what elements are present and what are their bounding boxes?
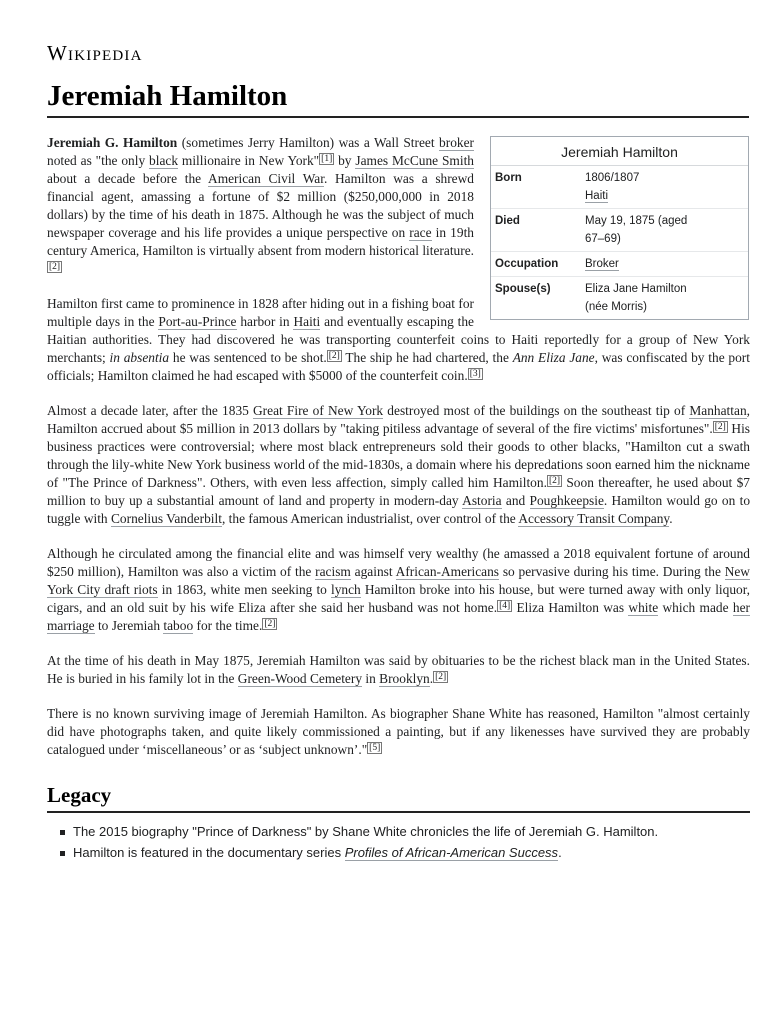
italic-text: Ann Eliza Jane bbox=[512, 350, 595, 365]
infobox-label: Died bbox=[491, 209, 581, 252]
text-run: . Hamilton would go on to tuggle with bbox=[47, 493, 751, 526]
infobox-row-born bbox=[491, 166, 748, 209]
reference-label[interactable]: [2] bbox=[49, 262, 61, 272]
link-manhattan[interactable]: Manhattan bbox=[689, 403, 747, 418]
italic-text: in absentia bbox=[109, 350, 170, 365]
reference-marker[interactable] bbox=[262, 618, 277, 630]
infobox-value bbox=[581, 209, 748, 252]
reference-marker[interactable] bbox=[319, 153, 334, 165]
text-run: At the time of his death in May 1875, Jeremiah Hamilton was said by obituaries to be the richest black man in the United States. He is buried in his family lot in the bbox=[47, 653, 750, 686]
paragraph-racism bbox=[47, 545, 750, 635]
reference-label[interactable]: [2] bbox=[714, 422, 726, 432]
infobox-value-line: Eliza Jane Hamilton bbox=[585, 283, 687, 295]
infobox-value-line: May 19, 1875 (aged bbox=[585, 215, 688, 227]
link-port-au-prince[interactable]: Port-au-Prince bbox=[158, 314, 237, 329]
text-run: Although he circulated among the financial elite and was himself very wealthy (he amassed a 2018 equivalent fortune of around $250 million), Hamilton was also a victim of the bbox=[47, 546, 750, 579]
text-run: The ship he had chartered, the bbox=[341, 350, 513, 365]
text-run: noted as "the only bbox=[47, 153, 150, 168]
infobox-label: Spouse(s) bbox=[491, 277, 581, 320]
link-lynch[interactable]: lynch bbox=[330, 582, 361, 597]
link-haiti-infobox[interactable]: Haiti bbox=[585, 190, 609, 202]
text-run: about a decade before the bbox=[47, 171, 209, 186]
text-run: millionaire in New York" bbox=[178, 153, 320, 168]
text-run: in 1863, white men seeking to bbox=[157, 582, 331, 597]
reference-label[interactable]: [1] bbox=[321, 154, 333, 164]
text-run: harbor in bbox=[236, 314, 294, 329]
text-run: Hamilton is featured in the documentary series bbox=[73, 845, 345, 860]
text-run: . bbox=[429, 671, 434, 686]
subject-name-bold: Jeremiah G. Hamilton bbox=[47, 135, 178, 150]
reference-marker[interactable] bbox=[367, 742, 382, 754]
link-green-wood-cemetery[interactable]: Green-Wood Cemetery bbox=[237, 671, 363, 686]
link-taboo[interactable]: taboo bbox=[163, 618, 194, 633]
link-racism[interactable]: racism bbox=[315, 564, 351, 579]
infobox-row-spouse bbox=[491, 277, 748, 320]
infobox-table bbox=[491, 166, 748, 319]
text-run: Almost a decade later, after the 1835 bbox=[47, 403, 254, 418]
text-run: , Hamilton accrued about $5 million in 2013 dollars by "taking pitiless advantage of several of the fire victims' misfortunes". bbox=[47, 403, 750, 436]
paragraph-fortune bbox=[47, 402, 750, 528]
link-african-americans[interactable]: African-Americans bbox=[395, 564, 500, 579]
infobox-label: Born bbox=[495, 172, 522, 184]
list-item: The 2015 biography "Prince of Darkness" by Shane White chronicles the life of Jeremiah G. Hamilton. bbox=[73, 823, 750, 840]
link-cornelius-vanderbilt[interactable]: Cornelius Vanderbilt bbox=[110, 511, 222, 526]
text-run: in 19th century America, Hamilton is virtually absent from modern historical literature. bbox=[47, 225, 474, 258]
infobox-value-line: 67–69) bbox=[585, 233, 621, 245]
text-run: and eventually escaping the Haitian authorities. They had discovered he was transporting counterfeit coins to Haiti reportedly for a group of New York merchants; bbox=[47, 314, 750, 365]
link-poughkeepsie[interactable]: Poughkeepsie bbox=[529, 493, 604, 508]
text-run: . Hamilton was a shrewd financial agent, amassing a fortune of $2 million ($250,000,000 in 2018 dollars) by the time of his death in 1875. Although he was the subject of much newspaper coverage and his life provides a unique perspective on bbox=[47, 171, 474, 240]
reference-marker[interactable] bbox=[547, 475, 562, 487]
text-run: (sometimes Jerry Hamilton) was a Wall Street bbox=[177, 135, 440, 150]
paragraph-image bbox=[47, 705, 750, 759]
list-item bbox=[73, 844, 750, 861]
text-run: There is no known surviving image of Jeremiah Hamilton. As biographer Shane White has reasoned, Hamilton "almost certainly did have photographs taken, and quite likely commissioned a painting, but if any likenesses have survived they are probably catalogued under ‘miscellaneous’ or as ‘subject unknown’." bbox=[47, 706, 750, 757]
infobox-row-died bbox=[491, 209, 748, 252]
link-astoria[interactable]: Astoria bbox=[462, 493, 502, 508]
text-run: , was confiscated by the port officials; Hamilton claimed he had escaped with $5000 of the counterfeit coin. bbox=[47, 350, 750, 383]
text-run: , the famous American industrialist, over control of the bbox=[221, 511, 519, 526]
infobox-label: Occupation bbox=[491, 252, 581, 277]
reference-label[interactable]: [3] bbox=[469, 369, 481, 379]
reference-marker[interactable] bbox=[47, 261, 62, 273]
text-run: . bbox=[669, 511, 673, 526]
link-brooklyn[interactable]: Brooklyn bbox=[379, 671, 430, 686]
link-broker[interactable]: broker bbox=[439, 135, 474, 150]
reference-label[interactable]: [5] bbox=[369, 743, 381, 753]
section-heading-legacy: Legacy bbox=[47, 781, 750, 813]
reference-marker[interactable] bbox=[497, 600, 512, 612]
infobox-row-occupation bbox=[491, 252, 748, 277]
text-run: His business practices were controversial; where most black entrepreneurs sold their goods to other blacks, "Hamilton cut a swath through the lily-white New York business world of the mid-1830s, a domain where his depredations soon earned him the nickname of "The Prince of Darkness". Others, with even less affection, simply called him Hamilton. bbox=[47, 421, 750, 490]
link-american-civil-war[interactable]: American Civil War bbox=[208, 171, 324, 186]
reference-marker[interactable] bbox=[327, 350, 342, 362]
paragraph-death bbox=[47, 652, 750, 688]
link-her-marriage[interactable]: her marriage bbox=[47, 600, 750, 633]
link-haiti[interactable]: Haiti bbox=[293, 314, 321, 329]
text-run: so pervasive during his time. During the bbox=[499, 564, 725, 579]
reference-label[interactable]: [2] bbox=[548, 476, 561, 486]
text-run: Hamilton broke into his house, but were turned away with only liquor, cigars, and an old suit by his wife Eliza after she said her husband was not home. bbox=[47, 582, 750, 615]
reference-label[interactable]: [2] bbox=[328, 351, 340, 361]
infobox-value-line: 1806/1807 bbox=[585, 172, 640, 184]
wikipedia-wordmark[interactable]: Wikipedia bbox=[47, 41, 143, 65]
link-accessory-transit-company[interactable]: Accessory Transit Company bbox=[518, 511, 670, 526]
legacy-section bbox=[47, 781, 750, 861]
link-broker-infobox[interactable]: Broker bbox=[585, 258, 619, 270]
text-run: by bbox=[334, 153, 356, 168]
text-run: Soon thereafter, he used about $7 million to buy up a substantial amount of land and property in modern-day bbox=[47, 475, 750, 508]
text-run: Hamilton first came to prominence in 1828 after hiding out in a fishing boat for multiple days in the bbox=[47, 296, 474, 329]
link-profiles-series[interactable]: Profiles of African-American Success bbox=[344, 845, 559, 860]
infobox-value bbox=[581, 252, 748, 277]
text-run: in bbox=[362, 671, 380, 686]
reference-label[interactable]: [2] bbox=[264, 619, 276, 629]
infobox bbox=[490, 136, 749, 320]
infobox-value bbox=[581, 166, 748, 209]
text-run: and bbox=[501, 493, 530, 508]
reference-label[interactable]: [2] bbox=[435, 672, 447, 682]
text-run: which made bbox=[658, 600, 733, 615]
link-great-fire[interactable]: Great Fire of New York bbox=[253, 403, 384, 418]
infobox-value-line: (née Morris) bbox=[585, 301, 647, 313]
text-run: Eliza Hamilton was bbox=[512, 600, 629, 615]
link-james-mccune-smith[interactable]: James McCune Smith bbox=[355, 153, 474, 168]
reference-marker[interactable] bbox=[713, 421, 728, 433]
reference-marker[interactable] bbox=[468, 368, 483, 380]
infobox-value bbox=[581, 277, 748, 320]
link-white[interactable]: white bbox=[628, 600, 659, 615]
text-run: against bbox=[350, 564, 396, 579]
text-run: destroyed most of the buildings on the southeast tip of bbox=[383, 403, 690, 418]
reference-label[interactable]: [4] bbox=[499, 601, 511, 611]
text-run: . bbox=[558, 845, 562, 860]
link-race[interactable]: race bbox=[409, 225, 432, 240]
legacy-list bbox=[47, 823, 750, 861]
infobox-value-link[interactable] bbox=[585, 187, 744, 205]
page-title: Jeremiah Hamilton bbox=[47, 78, 749, 118]
text-run: for the time. bbox=[193, 618, 263, 633]
infobox-title: Jeremiah Hamilton bbox=[491, 137, 748, 166]
article-body bbox=[47, 134, 750, 865]
reference-marker[interactable] bbox=[433, 671, 448, 683]
text-run: he was sentenced to be shot. bbox=[169, 350, 327, 365]
link-black[interactable]: black bbox=[149, 153, 179, 168]
text-run: to Jeremiah bbox=[94, 618, 164, 633]
link-draft-riots[interactable]: New York City draft riots bbox=[47, 564, 750, 597]
